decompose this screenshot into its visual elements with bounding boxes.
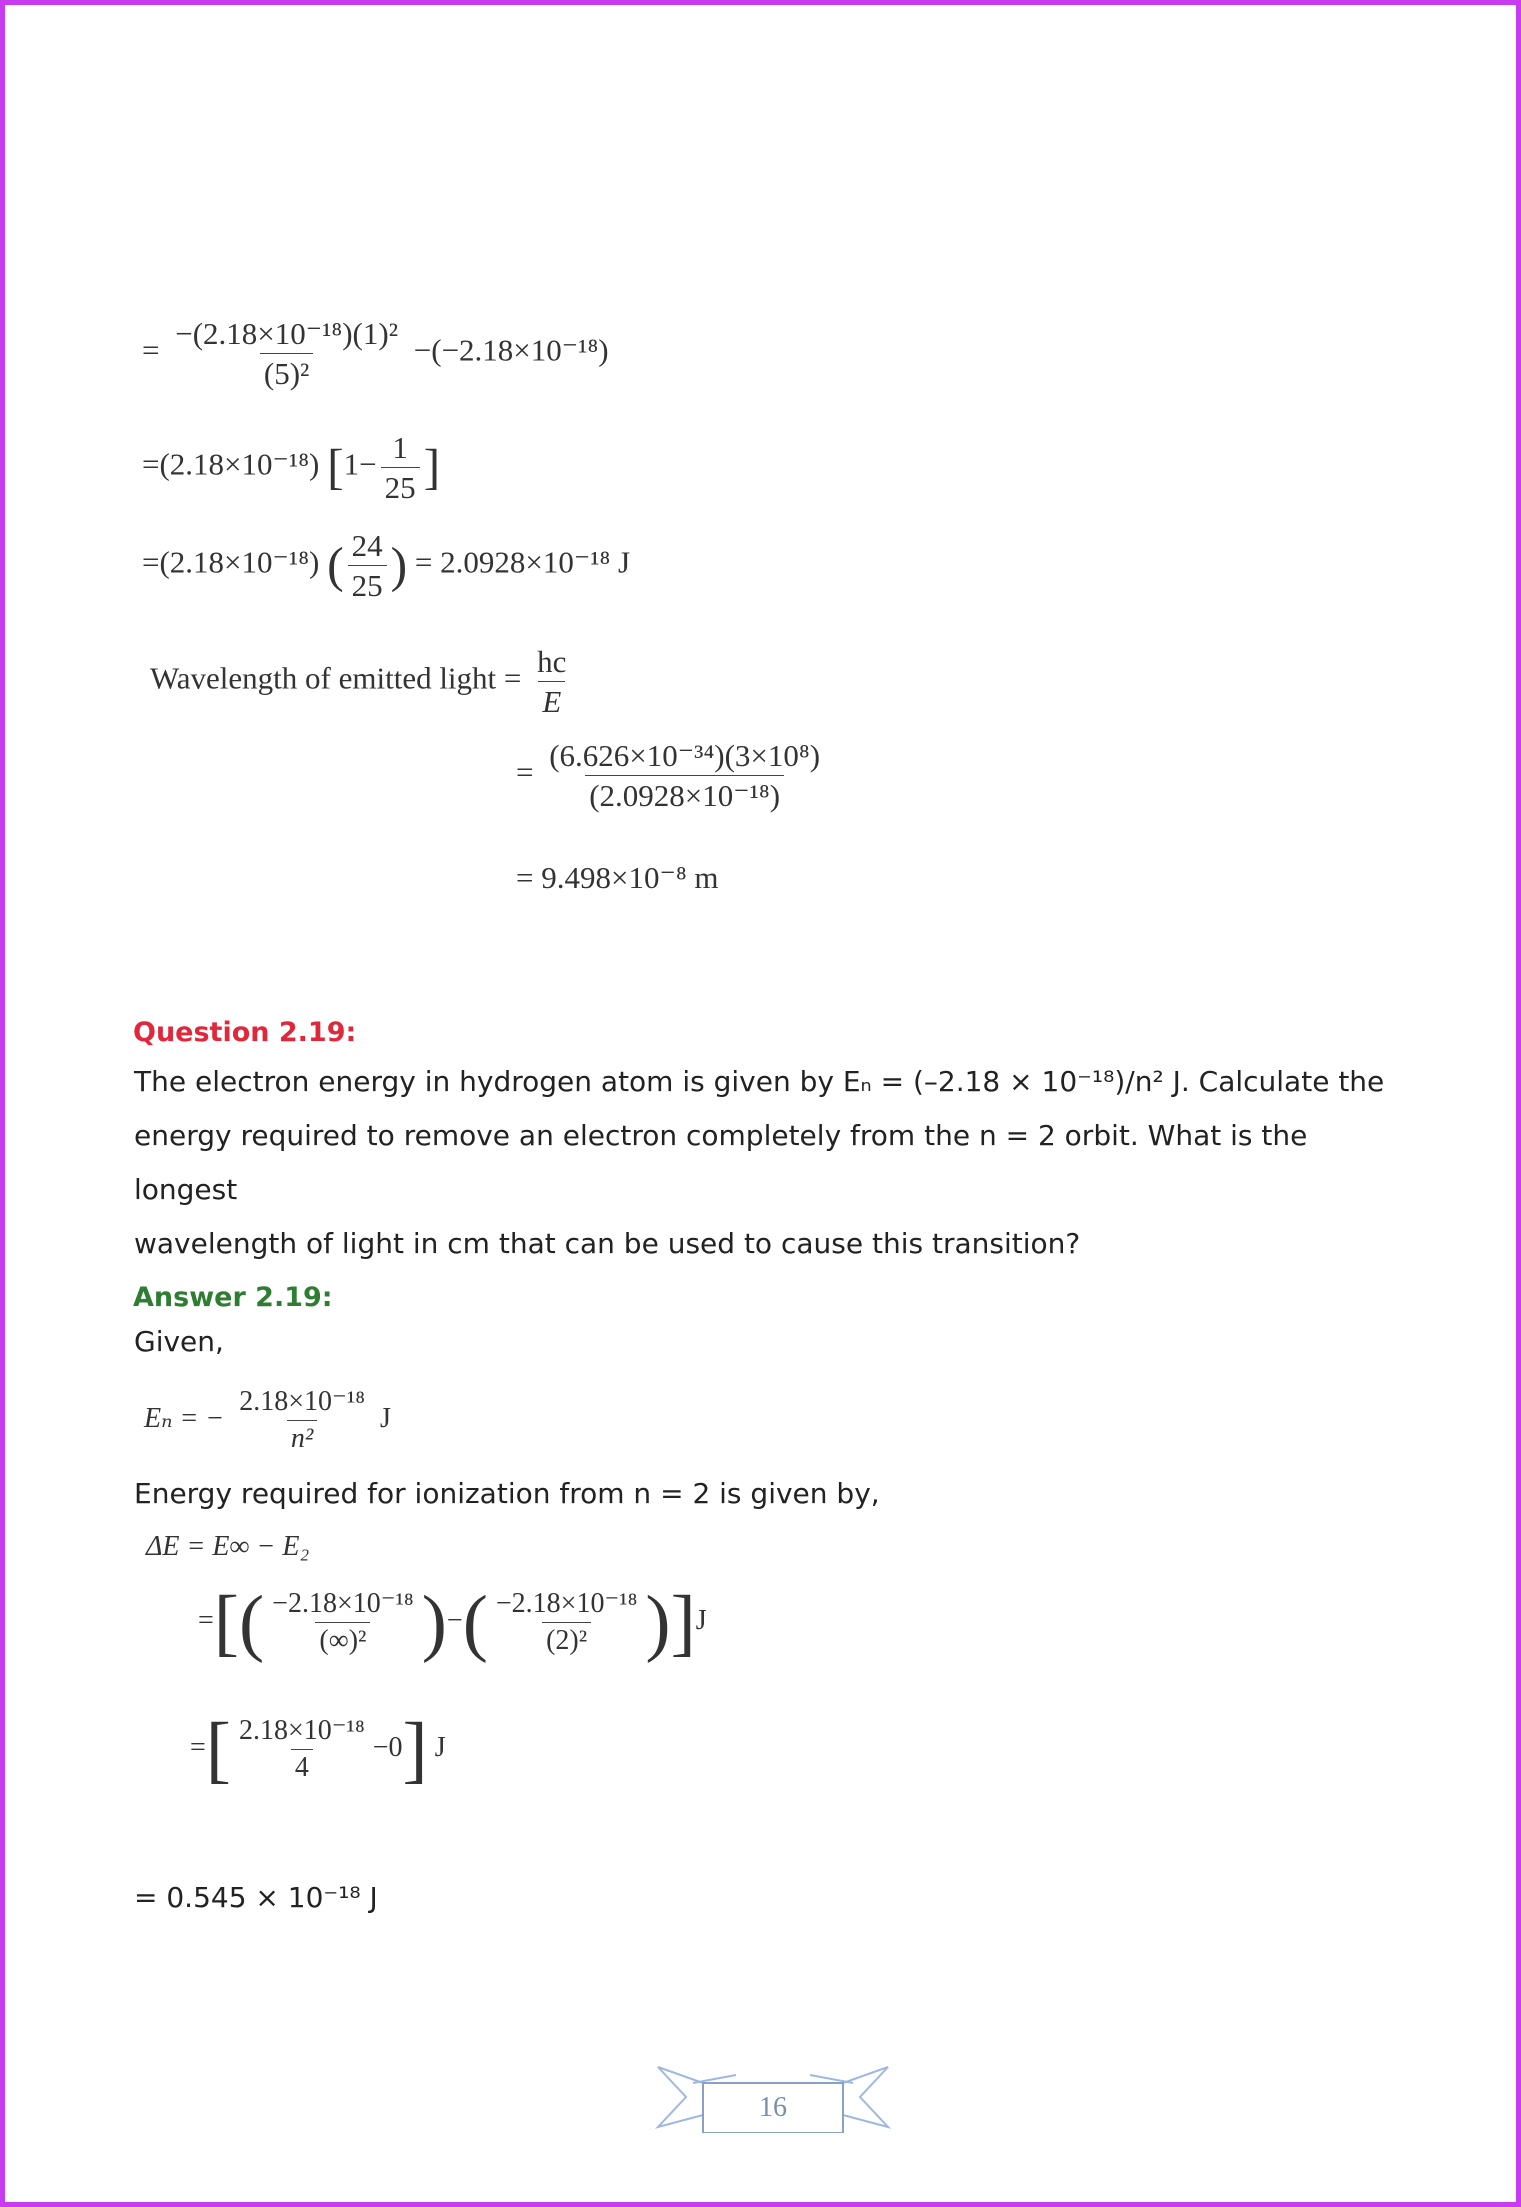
energy-symbol: E xyxy=(542,684,562,719)
given-label: Given, xyxy=(134,1325,224,1358)
numerator: 2.18×10⁻¹⁸ xyxy=(238,1715,365,1747)
wavelength-substitution xyxy=(516,740,828,811)
fraction xyxy=(268,1590,418,1655)
fraction xyxy=(235,1388,369,1453)
paren-open: ( xyxy=(327,537,344,593)
fraction xyxy=(381,432,420,503)
equals-sign: = xyxy=(142,446,160,482)
equals-sign: = xyxy=(190,1732,206,1764)
answer-result: = 0.545 × 10⁻¹⁸ J xyxy=(134,1881,378,1914)
given-formula xyxy=(144,1388,391,1453)
one-minus: 1− xyxy=(343,446,377,482)
equation-line-3 xyxy=(142,530,630,601)
equation-line-2 xyxy=(142,432,440,503)
factor: (2.18×10⁻¹⁸) xyxy=(159,544,320,580)
wavelength-formula xyxy=(150,646,574,717)
delta-e-line-2 xyxy=(198,1581,707,1664)
numerator: −2.18×10⁻¹⁸ xyxy=(272,1588,414,1620)
numerator: −2.18×10⁻¹⁸ xyxy=(495,1588,638,1620)
paren-close: ) xyxy=(390,537,408,593)
factor: (2.18×10⁻¹⁸) xyxy=(159,446,320,482)
page-number-ribbon xyxy=(628,2053,918,2133)
denominator xyxy=(538,681,565,717)
unit: J xyxy=(434,1732,446,1764)
delta-e-definition: ΔE = E∞ − E₂ xyxy=(146,1531,310,1562)
numerator: 2.18×10⁻¹⁸ xyxy=(239,1386,365,1417)
paren-close: ) xyxy=(421,1581,447,1664)
paren-open: ( xyxy=(462,1581,488,1664)
fraction xyxy=(348,530,387,601)
formula-lhs: Eₙ = − xyxy=(144,1402,225,1434)
result: = 9.498×10⁻⁸ m xyxy=(516,860,719,895)
numerator: −(2.18×10⁻¹⁸)(1)² xyxy=(175,316,399,351)
equals-sign: = xyxy=(516,754,534,790)
fraction xyxy=(492,1590,642,1655)
denominator: 25 xyxy=(381,467,420,503)
fraction xyxy=(235,1717,369,1782)
fraction xyxy=(533,646,570,717)
denominator: 25 xyxy=(348,565,387,601)
bracket-open: [ xyxy=(205,1708,231,1791)
minus-zero: −0 xyxy=(372,1732,403,1764)
result: = 2.0928×10⁻¹⁸ J xyxy=(414,544,631,580)
fraction xyxy=(171,318,402,389)
denominator: (5)² xyxy=(260,353,313,389)
numerator: 1 xyxy=(392,430,408,465)
wavelength-label: Wavelength of emitted light = xyxy=(150,660,522,696)
answer-heading: Answer 2.19: xyxy=(133,1282,333,1313)
question-line: energy required to remove an electron completely from the n = 2 orbit. What is the longest xyxy=(134,1119,1308,1206)
ionization-text: Energy required for ionization from n = 2 is given by, xyxy=(134,1477,880,1510)
subtracted-term: −(−2.18×10⁻¹⁸) xyxy=(413,332,609,368)
denominator: n² xyxy=(287,1420,317,1453)
question-heading: Question 2.19: xyxy=(133,1017,357,1048)
minus-sign: − xyxy=(446,1605,463,1637)
paren-close: ) xyxy=(645,1581,671,1664)
question-line: The electron energy in hydrogen atom is given by Eₙ = (–2.18 × 10⁻¹⁸)/n² J. Calculate the xyxy=(134,1065,1385,1098)
denominator: (2.0928×10⁻¹⁸) xyxy=(585,775,784,811)
wavelength-result xyxy=(516,862,719,893)
unit: J xyxy=(379,1402,391,1434)
delta-e-line-1 xyxy=(146,1533,309,1561)
page-number: 16 xyxy=(759,2092,787,2123)
equals-sign: = xyxy=(142,544,160,580)
denominator: 4 xyxy=(291,1749,313,1782)
question-line: wavelength of light in cm that can be used to cause this transition? xyxy=(134,1227,1081,1260)
paren-open: ( xyxy=(238,1581,265,1664)
equation-line-1 xyxy=(142,318,609,389)
bracket-open: [ xyxy=(327,439,344,495)
numerator: (6.626×10⁻³⁴)(3×10⁸) xyxy=(549,738,821,773)
numerator: 24 xyxy=(351,528,383,563)
bracket-close: ] xyxy=(423,439,441,495)
equals-sign: = xyxy=(198,1605,214,1637)
numerator: hc xyxy=(537,644,567,679)
bracket-close: ] xyxy=(402,1708,428,1791)
fraction xyxy=(545,740,824,811)
equals-sign: = xyxy=(142,332,160,368)
unit: J xyxy=(695,1605,707,1637)
question-text xyxy=(134,1055,1404,1271)
denominator: (∞)² xyxy=(315,1622,370,1655)
denominator: (2)² xyxy=(542,1622,591,1655)
delta-e-line-3 xyxy=(190,1708,446,1791)
bracket-open: [ xyxy=(213,1581,239,1664)
bracket-close: ] xyxy=(670,1581,696,1664)
